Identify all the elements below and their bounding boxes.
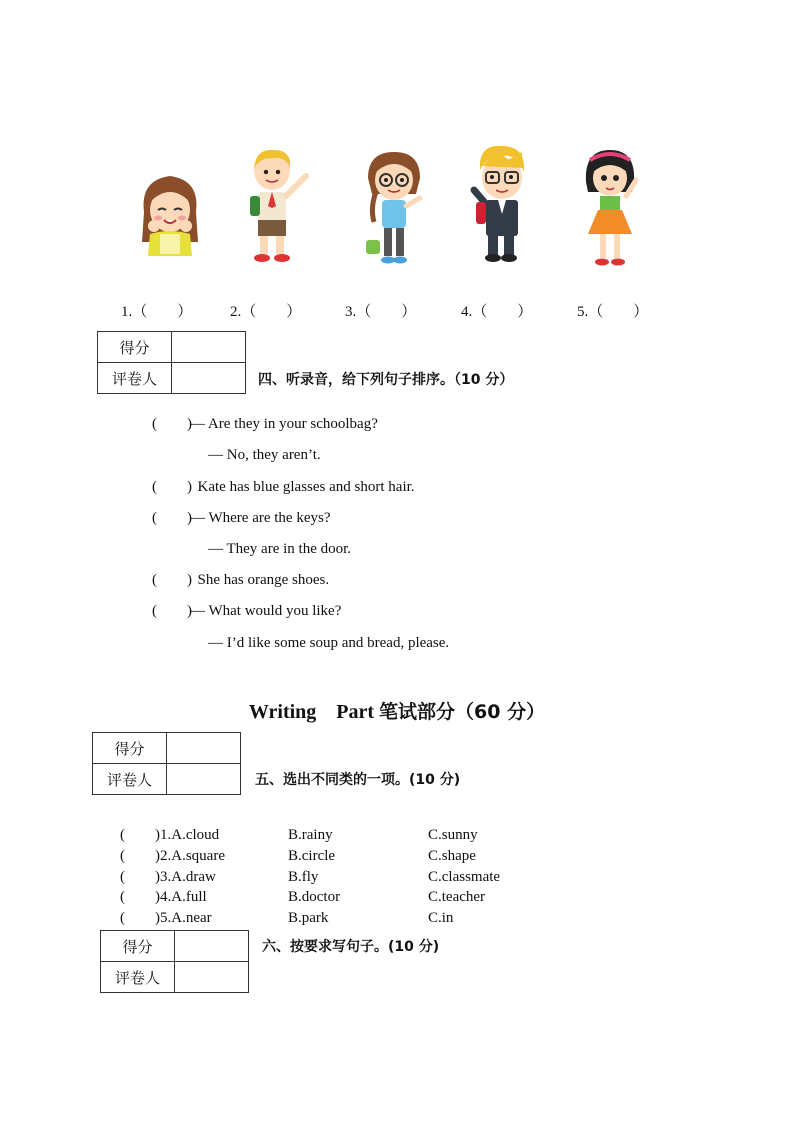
score-table-section5 (92, 732, 241, 795)
answer-slot-3[interactable]: 3.（ ） (345, 304, 417, 320)
grader-label: 评卷人 (98, 363, 172, 394)
order-bracket-5[interactable]: ( ) (152, 603, 192, 619)
score-table-section6 (100, 930, 249, 993)
question-4-c: C.teacher (428, 889, 486, 905)
writing-part-title-cn: 笔试部分（60 分） (379, 701, 546, 723)
answer-slot-4[interactable]: 4.（ ） (461, 304, 533, 320)
score-label: 得分 (93, 733, 167, 764)
order-bracket-4[interactable]: ( ) (152, 572, 192, 588)
question-5-c: C.in (428, 910, 454, 926)
section5-title: 五、选出不同类的一项。(10 分) (255, 772, 461, 788)
question-4-a[interactable]: ( )4.A.full (120, 889, 207, 905)
grader-label: 评卷人 (101, 962, 175, 993)
boy-glasses-blond-icon (468, 144, 534, 266)
girl-black-hair-dress-icon (582, 148, 642, 270)
score-table-section4 (97, 331, 246, 394)
sentence-5: — What would you like? (190, 603, 342, 619)
question-2-c: C.shape (428, 848, 476, 864)
answer-slot-2[interactable]: 2.（ ） (230, 304, 302, 320)
question-4-b: B.doctor (288, 889, 341, 905)
score-cell[interactable] (167, 733, 241, 764)
sentence-3-reply: — They are in the door. (208, 541, 352, 557)
score-cell[interactable] (175, 931, 249, 962)
question-5-b: B.park (288, 910, 329, 926)
question-2-a[interactable]: ( )2.A.square (120, 848, 225, 864)
question-3-a[interactable]: ( )3.A.draw (120, 869, 216, 885)
question-5-a[interactable]: ( )5.A.near (120, 910, 212, 926)
question-3-b: B.fly (288, 869, 319, 885)
order-bracket-3[interactable]: ( ) (152, 510, 192, 526)
order-bracket-1[interactable]: ( ) (152, 416, 192, 432)
section6-title: 六、按要求写句子。(10 分) (262, 939, 440, 955)
grader-cell[interactable] (172, 363, 246, 394)
sentence-1: — Are they in your schoolbag? (190, 416, 378, 432)
question-3-c: C.classmate (428, 869, 501, 885)
score-cell[interactable] (172, 332, 246, 363)
grader-cell[interactable] (175, 962, 249, 993)
sentence-2: Kate has blue glasses and short hair. (190, 479, 415, 495)
writing-part-title (0, 697, 794, 724)
sentence-3: — Where are the keys? (190, 510, 331, 526)
writing-part-title-en: Writing Part (248, 701, 380, 723)
question-2-b: B.circle (288, 848, 336, 864)
sentence-5-reply: — I’d like some soup and bread, please. (208, 635, 450, 651)
section4-title: 四、听录音，给下列句子排序。（10 分） (258, 372, 514, 388)
score-label: 得分 (101, 931, 175, 962)
answer-slot-5[interactable]: 5.（ ） (577, 304, 649, 320)
sentence-1-reply: — No, they aren’t. (208, 447, 321, 463)
sentence-4: She has orange shoes. (190, 572, 330, 588)
grader-label: 评卷人 (93, 764, 167, 795)
score-label: 得分 (98, 332, 172, 363)
order-bracket-2[interactable]: ( ) (152, 479, 192, 495)
boy-blond-backpack-icon (246, 146, 314, 266)
grader-cell[interactable] (167, 764, 241, 795)
question-1-a[interactable]: ( )1.A.cloud (120, 827, 220, 843)
question-1-c: C.sunny (428, 827, 478, 843)
answer-slot-1[interactable]: 1.（ ） (121, 304, 193, 320)
question-1-b: B.rainy (288, 827, 333, 843)
girl-brown-hair-icon (136, 172, 204, 262)
girl-glasses-pigtails-icon (362, 148, 426, 268)
